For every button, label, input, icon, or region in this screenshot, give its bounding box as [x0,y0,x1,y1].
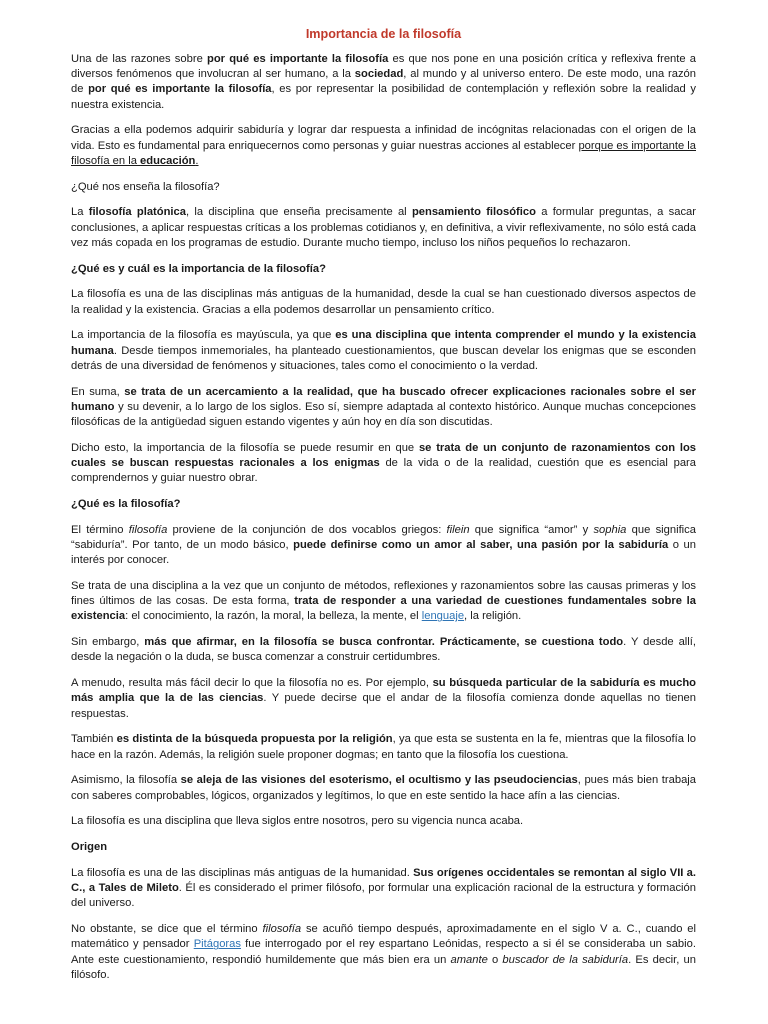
paragraph-termino [71,523,696,569]
text-run: a formular preguntas, a sacar conclusiones, a aplicar respuestas críticas a los problemas cotidianos y, en definitiva, a vivir reflexivamente, no sólo está cada vez más copada en los programas de estudio. Durante mucho tiempo, incluso los niños pequeños lo rechazaron. [71,206,696,249]
text-run: Asimismo, la filosofía [71,774,181,787]
text-run: Dicho esto, la importancia de la filosofía se puede resumir en que [71,441,419,454]
text-run: sophia [593,523,627,536]
text-run: . [195,154,199,167]
text-run: filosofía [128,523,168,536]
text-run: pensamiento filosófico [411,206,536,219]
text-run: , al mundo y al universo entero. De este modo, una razón de [71,68,696,96]
text-run: No obstante, se dice que el término [71,923,263,936]
text-run: Origen [71,841,108,854]
text-run: trata de responder a una variedad de cuestiones fundamentales sobre la existencia [71,595,696,623]
text-run: La filosofía es una de las disciplinas más antiguas de la humanidad, desde la cual se han cuestionado diversos aspectos de la realidad y la existencia. Gracias a ella podemos desarrollar un pensamiento crítico. [71,288,696,316]
text-run: La importancia de la filosofía es mayúscula, ya que [71,329,336,342]
text-run: Sin embargo, [71,636,145,649]
text-run: . Desde tiempos inmemoriales, ha planteado cuestionamientos, que buscan develar los enigmas que se esconden detrás de una diversidad de fenómenos y situaciones, tales como el conocimiento o la verdad. [71,344,696,372]
text-run: su búsqueda particular de la sabiduría es mucho más amplia que la de las ciencias [71,677,696,705]
text-run: La filosofía es una de las disciplinas más antiguas de la humanidad. [71,867,414,880]
text-run: que significa “sabiduría”. Por tanto, de un modo básico, [71,523,696,552]
text-run: , la religión. [464,610,522,623]
text-run: fue interrogado por el rey espartano Leónidas, respecto a si él se consideraba un sabio. Ante este cuestionamiento, respondió humildemente que más bien era un [71,938,696,966]
text-run: o un interés por conocer. [71,539,696,567]
text-run: filein [446,523,470,536]
paragraph-religion [71,732,696,762]
text-run: o [487,953,503,966]
paragraph-a-menudo [71,676,696,722]
text-run: se trata de un conjunto de razonamientos con los cuales se buscan respuestas racionales a los enigmas [71,441,696,470]
paragraph-sin-embargo [71,635,696,665]
link-pit-goras[interactable]: Pitágoras [193,938,241,951]
text-run: La [71,206,89,219]
text-run: se acuñó tiempo después, aproximadamente en el siglo V a. C., cuando el matemático y pensador [71,923,696,951]
text-run: . Y desde allí, desde la negación o la duda, se busca comenzar a construir certidumbres. [71,636,696,664]
text-run: A menudo, resulta más fácil decir lo que la filosofía no es. Por ejemplo, [71,677,433,690]
text-run: buscador de la sabiduría [502,953,629,966]
text-run: Una de las razones sobre [71,53,207,65]
paragraph-wisdom [71,123,696,169]
paragraph-mayuscula [71,328,696,374]
text-run: que significa “amor” y [469,523,594,536]
text-run: sociedad [354,68,404,81]
text-run: proviene de la conjunción de dos vocablos griegos: [167,523,447,536]
text-run: es que nos pone en una posición crítica y reflexiva frente a diversos fenómenos que involucran al ser humano, a la [71,53,696,81]
heading-importancia [71,262,696,277]
text-run: filosofía platónica [88,206,186,219]
text-run: La filosofía es una disciplina que lleva siglos entre nosotros, pero su vigencia nunca acaba. [71,815,524,828]
text-run: educación [140,154,196,167]
paragraph-pitagoras [71,922,696,983]
text-run: filosofía [262,923,302,936]
text-run: puede definirse como un amor al saber, una pasión por la sabiduría [293,539,669,552]
text-run: Sus orígenes occidentales se remontan al siglo VII a. C., a Tales de Mileto [71,867,697,895]
text-run: , ya que esta se sustenta en la fe, mientras que la filosofía lo hace en la razón. Además, la religión suele proponer dogmas; en tanto que la filosofía los cuestiona. [71,733,696,761]
paragraph-en-suma [71,385,696,431]
paragraph-disciplina [71,579,696,625]
paragraph-antiguas [71,287,696,317]
text-run: , pues más bien trabaja con saberes comprobables, lógicos, organizados y legítimos, lo que en este sentido la hace afín a las ciencias. [71,774,696,802]
text-run: por qué es importante la filosofía [88,83,272,96]
heading-que-es [71,497,696,512]
paragraph-platonic [71,205,696,251]
text-run: El término [71,523,129,536]
text-run: , es por representar la posibilidad de contemplación y reflexión sobre la realidad y nuestra existencia. [71,83,696,111]
paragraph-dicho-esto [71,441,696,487]
text-run: de la vida o de la realidad, cuestión que es esencial para comprendernos y guiar nuestro obrar. [71,457,696,485]
text-run: se aleja de las visiones del esoterismo, el ocultismo y las pseudociencias [180,774,578,787]
paragraph-vigencia [71,814,696,829]
text-run: se trata de un acercamiento a la realidad, que ha buscado ofrecer explicaciones racionales sobre el ser humano [71,385,696,413]
text-run: Gracias a ella podemos adquirir sabiduría y lograr dar respuesta a infinidad de incógnitas relacionadas con el origen de la vida. Esto es fundamental para enriquecernos como personas y guiar nuestras acciones al establecer [71,124,696,152]
text-run: ¿Qué es y cuál es la importancia de la filosofía? [71,262,326,275]
heading-origen [71,840,696,855]
text-run: por qué es importante la filosofía [206,53,389,65]
text-run: y su devenir, a lo largo de los siglos. Eso sí, siempre adaptada al contexto histórico. Aunque muchas concepciones filosóficas de la antigüedad siguen estando vigentes y aún hoy en día son discutidas. [71,400,696,429]
text-run: En suma, [71,385,125,398]
link-lenguaje[interactable]: lenguaje [421,610,465,623]
paragraph-asimismo [71,773,696,803]
paragraph-intro [71,52,696,113]
text-run: ¿Qué es la filosofía? [71,498,181,511]
text-run: . Él es considerado el primer filósofo, por formular una explicación racional de la estructura y formación del universo. [71,882,696,910]
text-run: amante [450,953,488,966]
text-run: más que afirmar, en la filosofía se busca confrontar. Prácticamente, se cuestiona todo [144,636,624,649]
text-run: es distinta de la búsqueda propuesta por la religión [116,733,393,746]
document-title: Importancia de la filosofía [305,27,462,41]
text-run: porque es importante la filosofía en la [71,139,696,167]
text-run: , la disciplina que enseña precisamente al [185,206,412,219]
text-run: Se trata de una disciplina a la vez que un conjunto de métodos, reflexiones y razonamientos sobre las causas primeras y los fines últimos de las cosas. De esta forma, [71,580,696,608]
text-run: . Es decir, un filósofo. [71,953,696,981]
text-run: También [71,733,117,746]
text-run: ¿Qué nos enseña la filosofía? [71,180,220,193]
text-run: es una disciplina que intenta comprender el mundo y la existencia humana [71,329,696,357]
paragraph-origen [71,866,696,912]
text-run: : el conocimiento, la razón, la moral, la belleza, la mente, el [125,610,422,623]
heading-que-nos-ensena [71,180,696,195]
text-run: . Y puede decirse que el andar de la filosofía comienza donde aquellas no tienen respuestas. [71,692,696,720]
